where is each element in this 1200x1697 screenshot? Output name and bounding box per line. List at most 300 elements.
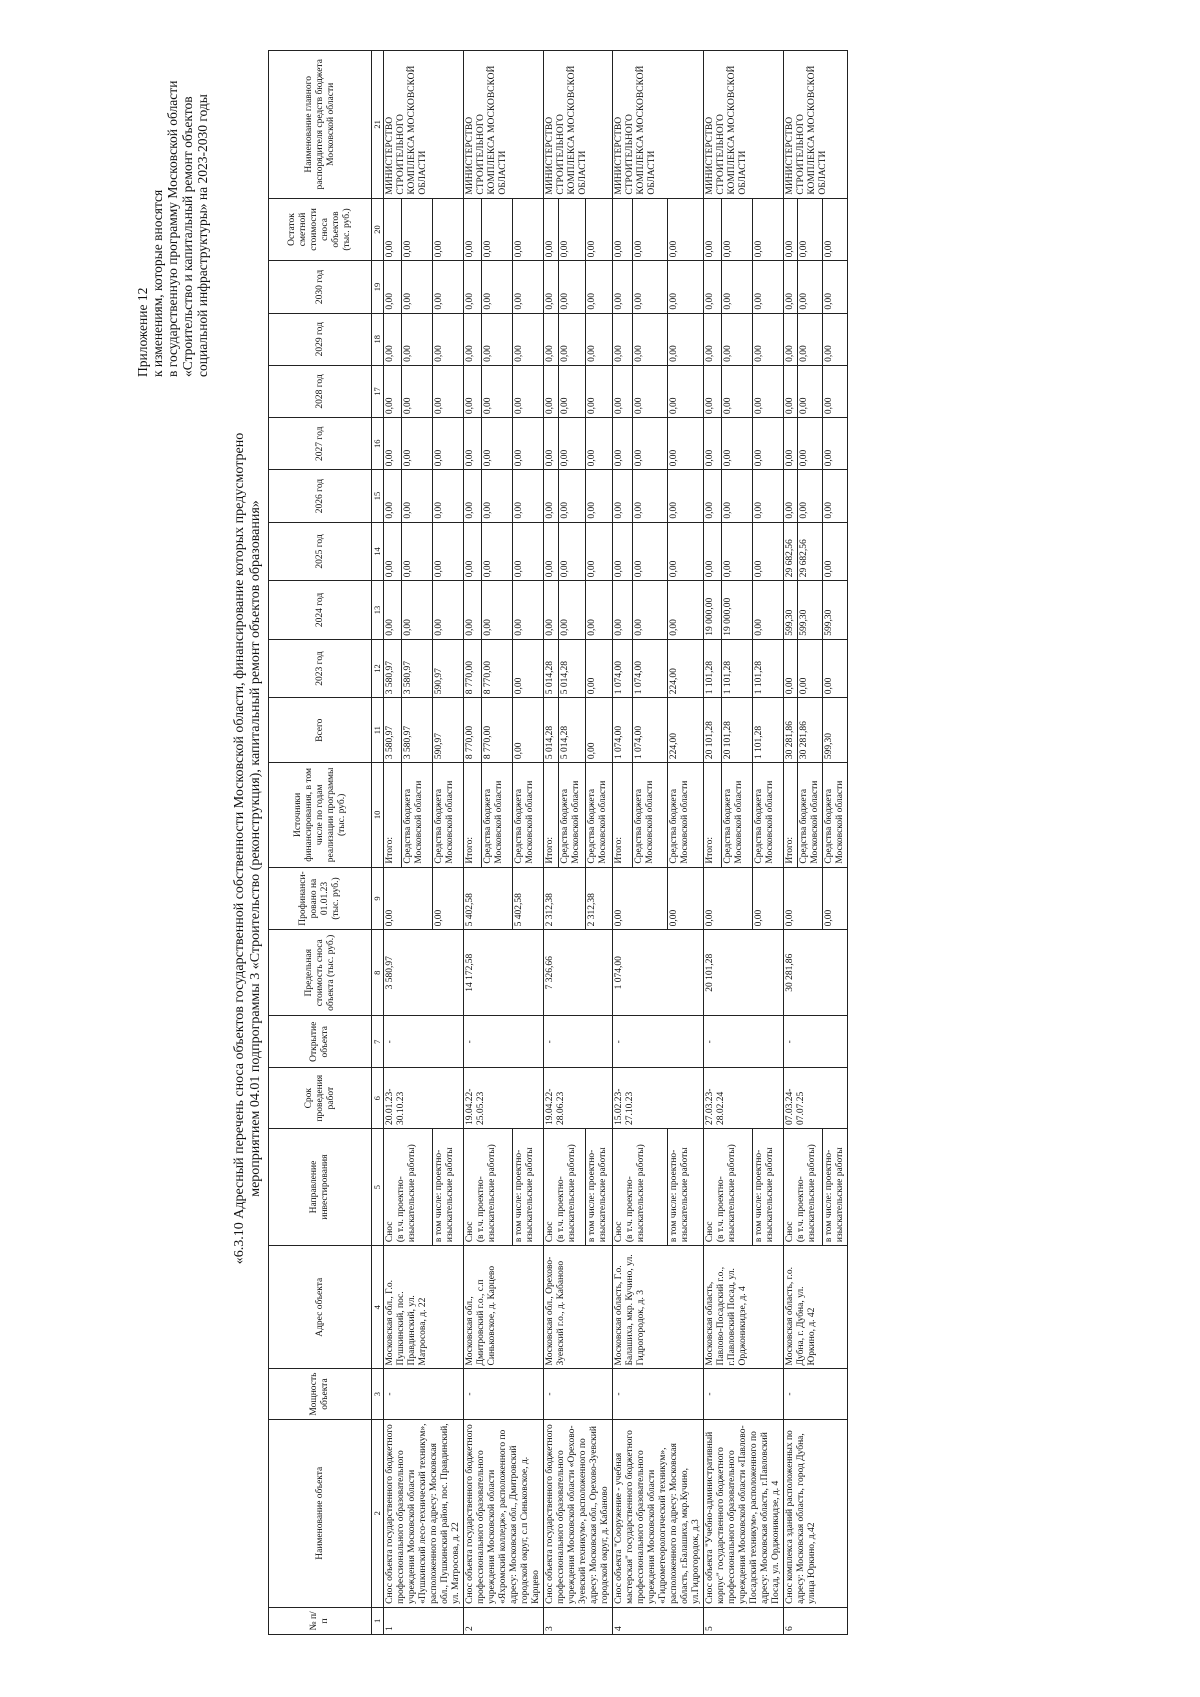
column-header: 2025 год: [269, 522, 372, 581]
amount-year: 0,00: [559, 313, 586, 365]
investment-direction: Снос (в т.ч. проектно-изыскательские работы): [384, 1129, 433, 1246]
column-number: 14: [372, 522, 384, 581]
amount-year: 0,00: [464, 470, 482, 522]
amount-2025: 0,00: [668, 522, 704, 581]
column-header: 2023 год: [269, 639, 372, 698]
remaining-cost: 0,00: [559, 198, 586, 261]
amount-year: 0,00: [632, 365, 668, 417]
amount-year: 0,00: [613, 313, 633, 365]
amount-year: 0,00: [464, 261, 482, 313]
amount-year: 0,00: [784, 470, 798, 522]
amount-2024: 19 000,00: [704, 581, 722, 640]
amount-2024: 0,00: [401, 581, 432, 640]
amount-2023: 1 101,28: [721, 639, 752, 698]
amount-year: 0,00: [632, 418, 668, 470]
funding-source: Средства бюджета Московской области: [481, 763, 512, 868]
column-header: 2029 год: [269, 313, 372, 365]
funding-source: Средства бюджета Московской области: [721, 763, 752, 868]
column-number: 19: [372, 261, 384, 313]
amount-year: 0,00: [752, 261, 783, 313]
remaining-cost: 0,00: [384, 198, 402, 261]
column-number: 15: [372, 470, 384, 522]
table-row: [384, 51, 402, 1635]
ministry-name: МИНИСТЕРСТВО СТРОИТЕЛЬНОГО КОМПЛЕКСА МОСКОВСКОЙ ОБЛАСТИ: [544, 51, 613, 199]
amount-2025: 0,00: [481, 522, 512, 581]
object-opening: -: [784, 1016, 848, 1068]
amount-year: 0,00: [464, 313, 482, 365]
column-header: 2026 год: [269, 470, 372, 522]
amount-2024: 0,00: [586, 581, 613, 640]
column-number-row: [372, 51, 384, 1635]
remaining-cost: 0,00: [401, 198, 432, 261]
column-header: Профинанси-ровано на 01.01.23 (тыс. руб.): [269, 867, 372, 930]
amount-year: 0,00: [752, 418, 783, 470]
remaining-cost: 0,00: [544, 198, 559, 261]
investment-direction-design: в том числе: проектно-изыскательские работы: [512, 1129, 543, 1246]
amount-year: 0,00: [668, 470, 704, 522]
demolition-table: [268, 50, 848, 1635]
amount-year: 0,00: [384, 365, 402, 417]
title-line: «6.3.10 Адресный перечень сноса объектов государственной собственности Московской области, финансирование которых предусмотрено: [232, 432, 247, 1265]
object-opening: -: [704, 1016, 784, 1068]
amount-2025: 0,00: [704, 522, 722, 581]
amount-year: 0,00: [721, 470, 752, 522]
amount-year: 0,00: [721, 313, 752, 365]
amount-year: 0,00: [752, 313, 783, 365]
appendix-line: «Строительство и капитальный ремонт объектов: [180, 96, 195, 377]
ministry-name: МИНИСТЕРСТВО СТРОИТЕЛЬНОГО КОМПЛЕКСА МОСКОВСКОЙ ОБЛАСТИ: [784, 51, 848, 199]
amount-year: 0,00: [704, 313, 722, 365]
table-row: [464, 51, 482, 1635]
object-opening: -: [613, 1016, 704, 1068]
amount-year: 0,00: [586, 261, 613, 313]
amount-total: 599,30: [823, 698, 848, 763]
amount-year: 0,00: [512, 365, 543, 417]
limit-cost: 30 281,86: [784, 930, 848, 1016]
column-header: 2028 год: [269, 365, 372, 417]
amount-total: 5 014,28: [559, 698, 586, 763]
amount-year: 0,00: [481, 313, 512, 365]
column-number: 1: [372, 1607, 384, 1634]
object-opening: -: [464, 1016, 544, 1068]
funding-source: Итого:: [464, 763, 482, 868]
column-number: 7: [372, 1016, 384, 1068]
amount-year: 0,00: [613, 261, 633, 313]
amount-2024: 0,00: [668, 581, 704, 640]
object-address: Московская область, г.о. Дубна, г. Дубна, ул. Юркино, д. 42: [784, 1246, 848, 1369]
remaining-cost: 0,00: [823, 198, 848, 261]
amount-2025: 0,00: [432, 522, 463, 581]
funding-source: Средства бюджета Московской области: [823, 763, 848, 868]
amount-year: 0,00: [559, 418, 586, 470]
funded-amount-design: 2 312,38: [586, 867, 613, 930]
amount-year: 0,00: [401, 365, 432, 417]
work-period: 19.04.22- 28.06.23: [544, 1068, 613, 1129]
object-address: Московская обл., Орехово-Зуевский г.о., д. Кабаново: [544, 1246, 613, 1369]
amount-2024: 0,00: [632, 581, 668, 640]
amount-year: 0,00: [704, 365, 722, 417]
amount-year: 0,00: [481, 470, 512, 522]
amount-total: 30 281,86: [784, 698, 798, 763]
object-capacity: -: [464, 1369, 544, 1419]
amount-year: 0,00: [668, 418, 704, 470]
amount-2023: 3 580,97: [384, 639, 402, 698]
ministry-name: МИНИСТЕРСТВО СТРОИТЕЛЬНОГО КОМПЛЕКСА МОСКОВСКОЙ ОБЛАСТИ: [704, 51, 784, 199]
column-number: 16: [372, 418, 384, 470]
amount-year: 0,00: [512, 418, 543, 470]
object-opening: -: [384, 1016, 464, 1068]
amount-2023: 5 014,28: [544, 639, 559, 698]
amount-year: 0,00: [632, 261, 668, 313]
funded-amount-design: 0,00: [668, 867, 704, 930]
table-row: [784, 51, 798, 1635]
column-header: 2024 год: [269, 581, 372, 640]
column-number: 8: [372, 930, 384, 1016]
amount-2024: 0,00: [481, 581, 512, 640]
column-number: 6: [372, 1068, 384, 1129]
remaining-cost: 0,00: [752, 198, 783, 261]
amount-2025: 0,00: [752, 522, 783, 581]
work-period: 07.03.24- 07.07.25: [784, 1068, 848, 1129]
object-capacity: -: [704, 1369, 784, 1419]
amount-2025: 0,00: [384, 522, 402, 581]
remaining-cost: 0,00: [464, 198, 482, 261]
remaining-cost: 0,00: [586, 198, 613, 261]
amount-2025: 0,00: [401, 522, 432, 581]
remaining-cost: 0,00: [784, 198, 798, 261]
amount-2023: 1 074,00: [632, 639, 668, 698]
limit-cost: 1 074,00: [613, 930, 704, 1016]
work-period: 15.02.23- 27.10.23: [613, 1068, 704, 1129]
amount-2024: 599,30: [784, 581, 798, 640]
investment-direction: Снос (в т.ч. проектно-изыскательские работы): [784, 1129, 823, 1246]
column-number: 18: [372, 313, 384, 365]
remaining-cost: 0,00: [721, 198, 752, 261]
object-address: Московская область, Павлово-Посадский г.о., г.Павловский Посад, ул. Орджоникидзе, д. 4: [704, 1246, 784, 1369]
column-number: 3: [372, 1369, 384, 1419]
amount-year: 0,00: [432, 470, 463, 522]
remaining-cost: 0,00: [481, 198, 512, 261]
amount-year: 0,00: [544, 261, 559, 313]
amount-year: 0,00: [632, 470, 668, 522]
remaining-cost: 0,00: [512, 198, 543, 261]
amount-total: 1 101,28: [752, 698, 783, 763]
limit-cost: 20 101,28: [704, 930, 784, 1016]
work-period: 19.04.22- 25.05.23: [464, 1068, 544, 1129]
row-number: 3: [544, 1607, 613, 1634]
amount-2023: 0,00: [798, 639, 823, 698]
column-header: Наименование объекта: [269, 1419, 372, 1607]
amount-2025: 0,00: [464, 522, 482, 581]
row-number: 4: [613, 1607, 704, 1634]
amount-2023: 1 074,00: [613, 639, 633, 698]
funded-amount-design: 0,00: [823, 867, 848, 930]
amount-year: 0,00: [632, 313, 668, 365]
amount-year: 0,00: [586, 313, 613, 365]
amount-2025: 0,00: [632, 522, 668, 581]
column-header: Открытие объекта: [269, 1016, 372, 1068]
funded-amount: 2 312,38: [544, 867, 586, 930]
object-capacity: -: [613, 1369, 704, 1419]
amount-year: 0,00: [401, 261, 432, 313]
amount-year: 0,00: [559, 261, 586, 313]
funding-source: Средства бюджета Московской области: [632, 763, 668, 868]
amount-total: 1 074,00: [613, 698, 633, 763]
column-number: 13: [372, 581, 384, 640]
amount-2025: 0,00: [613, 522, 633, 581]
investment-direction-design: в том числе: проектно-изыскательские работы: [586, 1129, 613, 1246]
funding-source: Средства бюджета Московской области: [798, 763, 823, 868]
amount-year: 0,00: [798, 470, 823, 522]
amount-2025: 0,00: [544, 522, 559, 581]
amount-year: 0,00: [512, 261, 543, 313]
amount-2025: 0,00: [586, 522, 613, 581]
amount-year: 0,00: [613, 365, 633, 417]
amount-2023: 1 101,28: [752, 639, 783, 698]
amount-2023: 0,00: [586, 639, 613, 698]
funding-source: Средства бюджета Московской области: [752, 763, 783, 868]
amount-year: 0,00: [586, 365, 613, 417]
column-number: 12: [372, 639, 384, 698]
amount-year: 0,00: [432, 261, 463, 313]
column-header: 2030 год: [269, 261, 372, 313]
amount-year: 0,00: [798, 261, 823, 313]
column-number: 10: [372, 763, 384, 868]
amount-year: 0,00: [401, 470, 432, 522]
object-capacity: -: [544, 1369, 613, 1419]
amount-year: 0,00: [559, 470, 586, 522]
amount-year: 0,00: [752, 365, 783, 417]
amount-2023: 3 580,97: [401, 639, 432, 698]
amount-year: 0,00: [613, 418, 633, 470]
amount-year: 0,00: [784, 365, 798, 417]
column-header: Срок проведения работ: [269, 1068, 372, 1129]
remaining-cost: 0,00: [432, 198, 463, 261]
investment-direction-design: в том числе: проектно-изыскательские работы: [752, 1129, 783, 1246]
amount-total: 20 101,28: [704, 698, 722, 763]
amount-2024: 0,00: [613, 581, 633, 640]
amount-2024: 599,30: [798, 581, 823, 640]
amount-year: 0,00: [823, 261, 848, 313]
amount-year: 0,00: [704, 470, 722, 522]
amount-year: 0,00: [432, 418, 463, 470]
amount-total: 5 014,28: [544, 698, 559, 763]
column-header: Остаток сметной стоимости сноса объектов (тыс. руб.): [269, 198, 372, 261]
amount-year: 0,00: [704, 418, 722, 470]
amount-year: 0,00: [586, 418, 613, 470]
amount-year: 0,00: [823, 365, 848, 417]
amount-2024: 0,00: [384, 581, 402, 640]
amount-year: 0,00: [384, 261, 402, 313]
object-capacity: -: [784, 1369, 848, 1419]
amount-total: 3 580,97: [401, 698, 432, 763]
amount-total: 3 580,97: [384, 698, 402, 763]
column-number: 9: [372, 867, 384, 930]
remaining-cost: 0,00: [632, 198, 668, 261]
ministry-name: МИНИСТЕРСТВО СТРОИТЕЛЬНОГО КОМПЛЕКСА МОСКОВСКОЙ ОБЛАСТИ: [384, 51, 464, 199]
funding-source: Средства бюджета Московской области: [559, 763, 586, 868]
limit-cost: 3 580,97: [384, 930, 464, 1016]
object-address: Московская обл., Г.о. Пушкинский, пос. Правдинский, ул. Матросова, д. 22: [384, 1246, 464, 1369]
funding-source: Итого:: [704, 763, 722, 868]
amount-2025: 0,00: [721, 522, 752, 581]
column-number: 4: [372, 1246, 384, 1369]
object-address: Московская область, Г.о. Балашиха, мкр. Кучино, ул. Гидрогородок, д. 3: [613, 1246, 704, 1369]
investment-direction: Снос (в т.ч. проектно-изыскательские работы): [544, 1129, 586, 1246]
appendix-line: Приложение 12: [135, 287, 150, 377]
amount-2023: 8 770,00: [481, 639, 512, 698]
amount-year: 0,00: [613, 470, 633, 522]
amount-year: 0,00: [384, 418, 402, 470]
amount-year: 0,00: [481, 365, 512, 417]
header-row: [269, 51, 372, 1635]
funded-amount: 5 402,58: [464, 867, 513, 930]
funded-amount-design: 0,00: [752, 867, 783, 930]
row-number: 1: [384, 1607, 464, 1634]
amount-year: 0,00: [784, 418, 798, 470]
object-address: Московская обл., Дмитровский г.о., с.п Синьковское, д. Карцево: [464, 1246, 544, 1369]
amount-2025: 29 682,56: [798, 522, 823, 581]
column-header: Всего: [269, 698, 372, 763]
ministry-name: МИНИСТЕРСТВО СТРОИТЕЛЬНОГО КОМПЛЕКСА МОСКОВСКОЙ ОБЛАСТИ: [613, 51, 704, 199]
amount-2024: 0,00: [432, 581, 463, 640]
funding-source: Итого:: [613, 763, 633, 868]
amount-2023: 0,00: [784, 639, 798, 698]
amount-2024: 599,30: [823, 581, 848, 640]
remaining-cost: 0,00: [798, 198, 823, 261]
amount-total: 1 074,00: [632, 698, 668, 763]
amount-year: 0,00: [798, 418, 823, 470]
column-number: 2: [372, 1419, 384, 1607]
column-number: 17: [372, 365, 384, 417]
column-header: 2027 год: [269, 418, 372, 470]
appendix-line: в государственную программу Московской области: [165, 80, 180, 377]
row-number: 2: [464, 1607, 544, 1634]
amount-year: 0,00: [384, 470, 402, 522]
investment-direction: Снос (в т.ч. проектно-изыскательские работы): [613, 1129, 668, 1246]
title-line: мероприятием 04.01 подпрограммы 3 «Строительство (реконструкция), капитальный ремонт объектов образования»: [247, 500, 263, 1197]
amount-year: 0,00: [823, 470, 848, 522]
investment-direction: Снос (в т.ч. проектно-изыскательские работы): [464, 1129, 513, 1246]
column-header: Направление инвестирования: [269, 1129, 372, 1246]
amount-2023: 0,00: [823, 639, 848, 698]
investment-direction-design: в том числе: проектно-изыскательские работы: [668, 1129, 704, 1246]
table-row: [704, 51, 722, 1635]
amount-year: 0,00: [668, 365, 704, 417]
amount-year: 0,00: [401, 313, 432, 365]
column-number: 5: [372, 1129, 384, 1246]
row-number: 5: [704, 1607, 784, 1634]
amount-2024: 0,00: [512, 581, 543, 640]
amount-year: 0,00: [586, 470, 613, 522]
object-name: Снос объекта государственного бюджетного профессионального образовательного учреждения Московской области «Яхромский колледж», расположенного по адресу: Московская обл., Дмитровский городской округ, с.п Синьковское, д. Карцево: [464, 1419, 544, 1607]
amount-2024: 0,00: [752, 581, 783, 640]
column-number: 20: [372, 198, 384, 261]
funded-amount: 0,00: [784, 867, 823, 930]
appendix-line: к изменениям, которые вносятся: [150, 189, 165, 377]
amount-year: 0,00: [721, 261, 752, 313]
amount-year: 0,00: [721, 365, 752, 417]
amount-year: 0,00: [704, 261, 722, 313]
column-header: Адрес объекта: [269, 1246, 372, 1369]
funding-source: Итого:: [544, 763, 559, 868]
funding-source: Средства бюджета Московской области: [668, 763, 704, 868]
amount-year: 0,00: [559, 365, 586, 417]
amount-2023: 8 770,00: [464, 639, 482, 698]
column-header: Мощность объекта: [269, 1369, 372, 1419]
amount-year: 0,00: [784, 261, 798, 313]
amount-total: 8 770,00: [464, 698, 482, 763]
appendix-line: социальной инфраструктуры» на 2023-2030 годы: [195, 94, 210, 377]
amount-2025: 29 682,56: [784, 522, 798, 581]
amount-year: 0,00: [512, 470, 543, 522]
document-title: [232, 0, 263, 1697]
work-period: 20.01.23- 30.10.23: [384, 1068, 464, 1129]
object-name: Снос комплекса зданий расположенных по адресу: Московская область, город Дубна, улица Юркино, д.42: [784, 1419, 848, 1607]
object-capacity: -: [384, 1369, 464, 1419]
amount-total: 0,00: [586, 698, 613, 763]
funding-source: Средства бюджета Московской области: [586, 763, 613, 868]
amount-year: 0,00: [798, 313, 823, 365]
amount-year: 0,00: [432, 313, 463, 365]
amount-2025: 0,00: [512, 522, 543, 581]
amount-2024: 0,00: [544, 581, 559, 640]
amount-2023: 5 014,28: [559, 639, 586, 698]
funded-amount-design: 0,00: [432, 867, 463, 930]
funding-source: Итого:: [384, 763, 402, 868]
amount-year: 0,00: [823, 313, 848, 365]
table-row: [613, 51, 633, 1635]
remaining-cost: 0,00: [613, 198, 633, 261]
amount-year: 0,00: [512, 313, 543, 365]
appendix-note: [135, 47, 210, 377]
limit-cost: 7 326,66: [544, 930, 613, 1016]
object-name: Снос объекта государственного бюджетного профессионального образовательного учреждения Московской области «Орехово-Зуевский техникум», расположенного по адресу: Московская обл., Орехово-Зуевский городской округ, д. Кабаново: [544, 1419, 613, 1607]
amount-2025: 0,00: [559, 522, 586, 581]
remaining-cost: 0,00: [704, 198, 722, 261]
column-header: № п/п: [269, 1607, 372, 1634]
amount-year: 0,00: [401, 418, 432, 470]
funded-amount: 0,00: [704, 867, 753, 930]
column-header: Предельная стоимость сноса объекта (тыс. руб.): [269, 930, 372, 1016]
amount-2025: 0,00: [823, 522, 848, 581]
object-name: Снос объекта "Сооружение - учебная мастерская" государственного бюджетного профессионального образовательного учреждения Московской области «Гидрометеорологический техникум», расположенного по адресу: Московская область, г.Балашиха, мкр.Кучино, ул.Гидрогородок, д.3: [613, 1419, 704, 1607]
amount-2024: 19 000,00: [721, 581, 752, 640]
amount-year: 0,00: [432, 365, 463, 417]
amount-2024: 0,00: [464, 581, 482, 640]
amount-year: 0,00: [464, 365, 482, 417]
column-header: Наименование главного распорядителя средств бюджета Московской области: [269, 51, 372, 199]
amount-total: 8 770,00: [481, 698, 512, 763]
amount-year: 0,00: [544, 418, 559, 470]
funding-source: Итого:: [784, 763, 798, 868]
amount-total: 224,00: [668, 698, 704, 763]
amount-2023: 224,00: [668, 639, 704, 698]
amount-year: 0,00: [798, 365, 823, 417]
amount-total: 30 281,86: [798, 698, 823, 763]
object-opening: -: [544, 1016, 613, 1068]
amount-year: 0,00: [752, 470, 783, 522]
amount-year: 0,00: [668, 261, 704, 313]
amount-2023: 0,00: [512, 639, 543, 698]
investment-direction: Снос (в т.ч. проектно-изыскательские работы): [704, 1129, 753, 1246]
work-period: 27.03.23- 28.02.24: [704, 1068, 784, 1129]
amount-year: 0,00: [668, 313, 704, 365]
investment-direction-design: в том числе: проектно-изыскательские работы: [823, 1129, 848, 1246]
amount-total: 20 101,28: [721, 698, 752, 763]
remaining-cost: 0,00: [668, 198, 704, 261]
amount-2023: 1 101,28: [704, 639, 722, 698]
